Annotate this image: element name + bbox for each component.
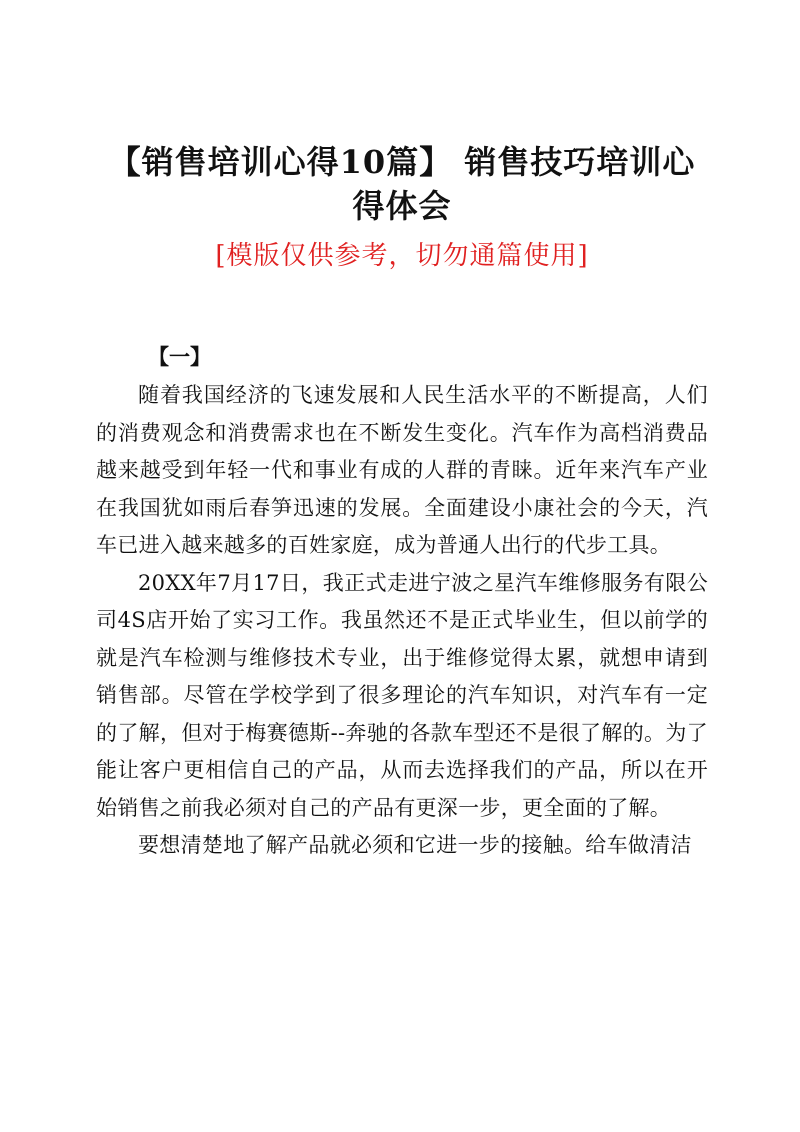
paragraph-2: 20XX年7月17日，我正式走进宁波之星汽车维修服务有限公司4S店开始了实习工作。我虽然还不是正式毕业生，但以前学的就是汽车检测与维修技术专业，出于维修觉得太累，就想申请到销售部。尽管在学校学到了很多理论的汽车知识，对汽车有一定的了解，但对于梅赛德斯--奔驰的各款车型还不是很了解的。为了能让客户更相信自己的产品，从而去选择我们的产品，所以在开始销售之前我必须对自己的产品有更深一步，更全面的了解。 bbox=[96, 570, 708, 820]
document-subtitle: [模版仅供参考，切勿通篇使用] bbox=[215, 241, 589, 271]
document-title: 【销售培训心得10篇】 销售技巧培训心得体会 bbox=[108, 143, 696, 225]
paragraph-1: 随着我国经济的飞速发展和人民生活水平的不断提高，人们的消费观念和消费需求也在不断发生变化。汽车作为高档消费品越来越受到年轻一代和事业有成的人群的青睐。近年来汽车产业在我国犹如雨后春笋迅速的发展。全面建设小康社会的今天，汽车已进入越来越多的百姓家庭，成为普通人出行的代步工具。 bbox=[96, 383, 708, 557]
section-label: 【一】 bbox=[148, 344, 211, 369]
document-body bbox=[96, 377, 708, 865]
paragraph-3: 要想清楚地了解产品就必须和它进一步的接触。给车做清洁 bbox=[138, 833, 692, 857]
